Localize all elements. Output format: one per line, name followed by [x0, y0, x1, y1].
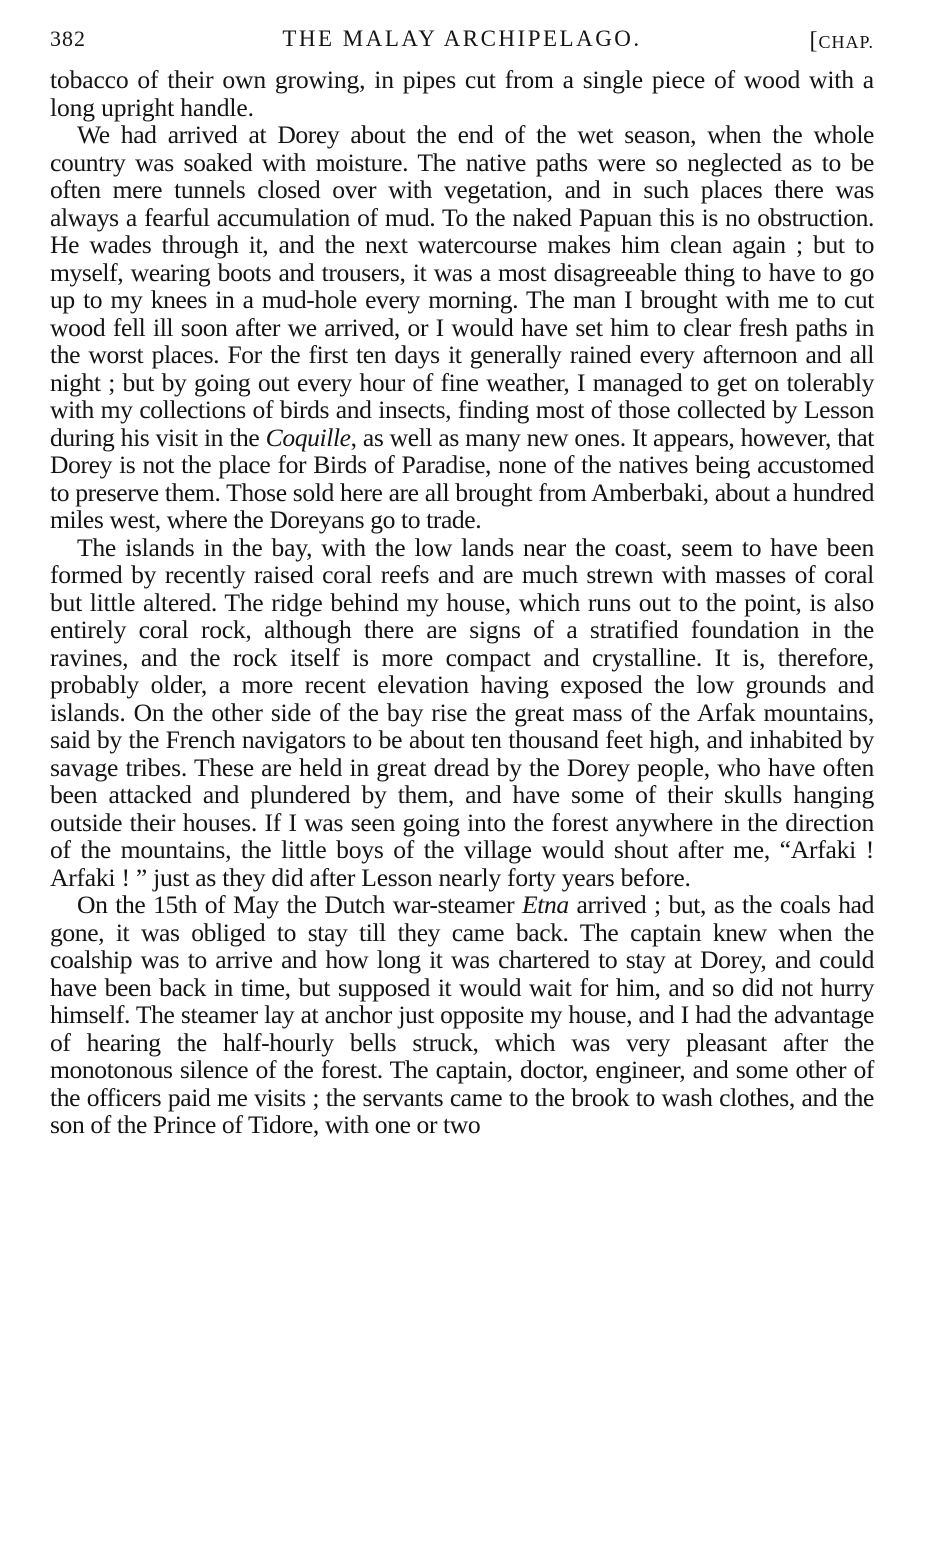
paragraph-text: We had arrived at Dorey about the end of the wet season, when the whole country was soaked with moisture. The native paths were so neglected as to be often mere tunnels closed over with vegetation, and in such places there was always a fearful accumulation of mud. To the naked Papuan this is no obstruction. He wades through it, and the next watercourse makes him clean again ; but to myself, wearing boots and trousers, it was a most disagreeable thing to have to go up to my knees in a mud-hole every morning. The man I brought with me to cut wood fell ill soon after we arrived, or I would have set him to clear fresh paths in the worst places. For the first ten days it generally rained every afternoon and all night ; but by going out every hour of fine weather, I managed to get on tolerably with my collections of birds and insects, finding most of those collected by Lesson during his visit in the: [50, 120, 874, 452]
paragraph-islands-geology: The islands in the bay, with the low lands near the coast, seem to have been formed by recently raised coral reefs and are much strewn with masses of coral but little altered. The ridge behind my house, which runs out to the point, is also entirely coral rock, although there are signs of a stratified foundation in the ravines, and the rock itself is more compact and crystalline. It is, therefore, probably older, a more recent elevation having exposed the low grounds and islands. On the other side of the bay rise the great mass of the Arfak mountains, said by the French navigators to be about ten thousand feet high, and inhabited by savage tribes. These are held in great dread by the Dorey people, who have often been attacked and plundered by them, and have some of their skulls hanging outside their houses. If I was seen going into the forest anywhere in the direction of the mountains, the little boys of the village would shout after me, “Arfaki ! Arfaki ! ” just as they did after Lesson nearly forty years before.: [50, 532, 874, 892]
chapter-bracket: [: [809, 28, 819, 54]
paragraph-text: On the 15th of May the Dutch war-steamer: [77, 890, 523, 919]
page-number: 382: [50, 26, 86, 51]
ship-name-coquille: Coquille: [265, 422, 351, 452]
paragraph-text: , as well as many new ones. It appears, however, that Dorey is not the place for Birds of Paradise, none of the natives being accustomed to preserve them. Those sold here are all brought from Amberbaki, about a hundred miles west, where the Doreyans go to trade.: [50, 422, 874, 534]
running-header: [50, 26, 874, 66]
page-body: [50, 66, 874, 1139]
paragraph-text: arrived ; but, as the coals had gone, it was obliged to stay till they came back. The captain knew when the coalship was to arrive and how long it was chartered to stay at Dorey, and could have been back in time, but supposed it would wait for him, and so did not hurry himself. The steamer lay at anchor just opposite my house, and I had the advantage of hearing the half-hourly bells struck, which was very pleasant after the monotonous silence of the forest. The captain, doctor, engineer, and some other of the officers paid me visits ; the servants came to the brook to wash clothes, and the son of the Prince of Tidore, with one or two: [50, 890, 874, 1139]
paragraph-steamer-etna: [50, 891, 874, 1139]
chapter-label: [809, 28, 874, 55]
chapter-text: CHAP.: [818, 32, 874, 52]
running-title: THE MALAY ARCHIPELAGO.: [282, 26, 642, 51]
ship-name-etna: Etna: [522, 890, 569, 919]
paragraph-dorey-wet-season: [50, 121, 874, 534]
paragraph-continued: tobacco of their own growing, in pipes cut from a single piece of wood with a long upright handle.: [50, 65, 874, 122]
